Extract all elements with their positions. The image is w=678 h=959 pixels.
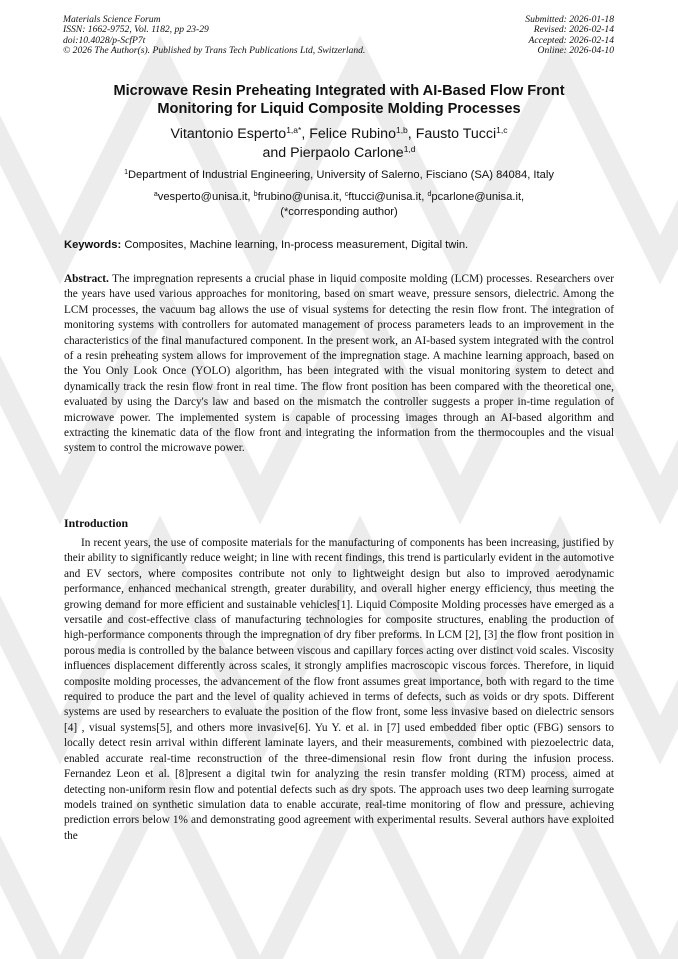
author-affiliation-mark: 1,a* (286, 125, 302, 135)
author-conjunction: and (262, 145, 287, 161)
affiliation-mark: 1 (124, 169, 128, 176)
keywords-text: Composites, Machine learning, In-process measurement, Digital twin. (124, 239, 469, 251)
abstract-text: The impregnation represents a crucial phase in liquid composite molding (LCM) processes. Researchers over the years have used various approaches for monitoring, based on smart weave, pressure sensors, dielectric. Among the LCM processes, the vacuum bag allows the use of visual systems for detecting the resin flow front. The integration of monitoring systems with controllers for automated management of process parameters leads to an improvement in the characteristics of the final manufactured component. In the present work, an AI-based system integrated with the control of a resin preheating system allows for improvement of the impregnation stage. A machine learning approach, based on the You Only Look Once (YOLO) algorithm, has been integrated with the visual monitoring system to detect and dynamically track the resin flow front in real time. The flow front position has been compared with the theoretical one, evaluated by using the Darcy's law and based on the mismatch the controller suggests a proper in-time regulation of microwave power. The implemented system is capable of processing images through an AI-based algorithm and extracting the kinematic data of the flow front and integrating the information from the thermocouples and the visual system to control the microwave power. (64, 273, 614, 455)
author-affiliation-mark: 1,c (496, 125, 508, 135)
abstract (64, 272, 614, 457)
email-link[interactable]: frubino@unisa.it, (257, 191, 342, 203)
author-affiliation-mark: 1,b (395, 125, 408, 135)
title-line-2: Monitoring for Liquid Composite Molding Processes (157, 101, 521, 117)
email-mark: a (153, 191, 158, 198)
author-name: Fausto Tucci (415, 126, 497, 142)
accepted-date: Accepted: 2026-02-14 (528, 34, 614, 46)
author-affiliation-mark: 1,d (403, 144, 416, 154)
author-list: Vitantonio Esperto$^{1,a*}$, Felice Rubino$^{1,b}$, Fausto Tucci$^{1,c}$ and Pierpaolo Carlone$^{1,d}$ (170, 125, 508, 161)
author-name: Felice Rubino (309, 126, 396, 142)
affiliation (60, 168, 618, 182)
journal-name: Materials Science Forum (63, 14, 161, 25)
email-mark: b (253, 191, 258, 198)
author-name: Vitantonio Esperto (170, 126, 287, 142)
introduction-paragraph: In recent years, the use of composite materials for the manufacturing of components has been increasing, justified by their ability to significantly reduce weight; in line with recent findings, this trend is particularly evident in the automotive and EV sectors, where composites contribute not only to lightweight design but also to improved aerodynamic performance, enhanced mechanical strength, greater durability, and overall higher energy efficiency, thus meeting the growing demand for more efficient and sustainable vehicles[1]. Liquid Composite Molding processes have emerged as a versatile and cost-effective class of manufacturing technologies for composite structures, enabling the production of high-performance components through the impregnation of dry fiber preforms. In LCM [2], [3] the flow front position in porous media is controlled by the balance between viscous and capillary forces acting over distinct void scales. Viscosity influences displacement differently across scales, it strongly amplifies macroscopic viscous forces. Therefore, in liquid composite molding processes, the advancement of the flow front assumes great importance, both with regard to the time required to produce the part and the level of quality achieved in terms of defects, such as voids or dry spots. Different systems are used by researchers to evaluate the position of the flow front, some less invasive based on dielectric sensors [4] , visual systems[5], and others more invasive[6]. Yu Y. et al. in [7] used embedded fiber optic (FBG) sensors to locally detect resin arrival within different laminate layers, and their measurements, combined with piezoelectric data, enabled accurate real-time reconstruction of the three-dimensional resin flow front during the infusion process. Fernandez Leon et al. [8]present a digital twin for analyzing the resin transfer molding (RTM) process, aimed at detecting non-uniform resin flow and potential defects such as dry spots. The approach uses two deep learning surrogate models trained on synthetic simulation data to enable accurate, real-time monitoring of flow and pressure, achieving prediction errors below 1% and demonstrating good agreement with experimental results. Several authors have exploited the (64, 537, 614, 842)
journal-info (63, 15, 365, 57)
abstract-label: Abstract. (64, 273, 109, 285)
corresponding-author-note: (*corresponding author) (280, 206, 398, 218)
affiliation-text: Department of Industrial Engineering, University of Salerno, Fisciano (SA) 84084, Italy (127, 169, 554, 181)
keywords (64, 238, 616, 252)
title-line-1: Microwave Resin Preheating Integrated with AI-Based Flow Front (113, 83, 565, 99)
submitted-date: Submitted: 2026-01-18 (525, 14, 614, 25)
author-emails (60, 190, 618, 220)
section-heading-introduction: Introduction (64, 516, 129, 530)
email-link[interactable]: ftucci@unisa.it, (348, 191, 425, 203)
online-date: Online: 2026-04-10 (537, 45, 614, 57)
revised-date: Revised: 2026-02-14 (533, 24, 614, 36)
email-link[interactable]: vesperto@unisa.it, (157, 191, 251, 203)
email-mark: d (427, 191, 432, 198)
copyright-line: © 2026 The Author(s). Published by Trans Tech Publications Ltd, Switzerland. (63, 45, 366, 57)
issn-line: ISSN: 1662-9752, Vol. 1182, pp 23-29 (63, 24, 209, 36)
email-link[interactable]: pcarlone@unisa.it, (431, 191, 525, 203)
publication-dates (525, 15, 614, 57)
paper-title (60, 82, 618, 118)
keywords-label: Keywords: (64, 239, 122, 251)
email-mark: c (344, 191, 349, 198)
author-name: Pierpaolo Carlone (290, 145, 404, 161)
doi-line: doi:10.4028/p-ScfP7t (63, 34, 146, 46)
